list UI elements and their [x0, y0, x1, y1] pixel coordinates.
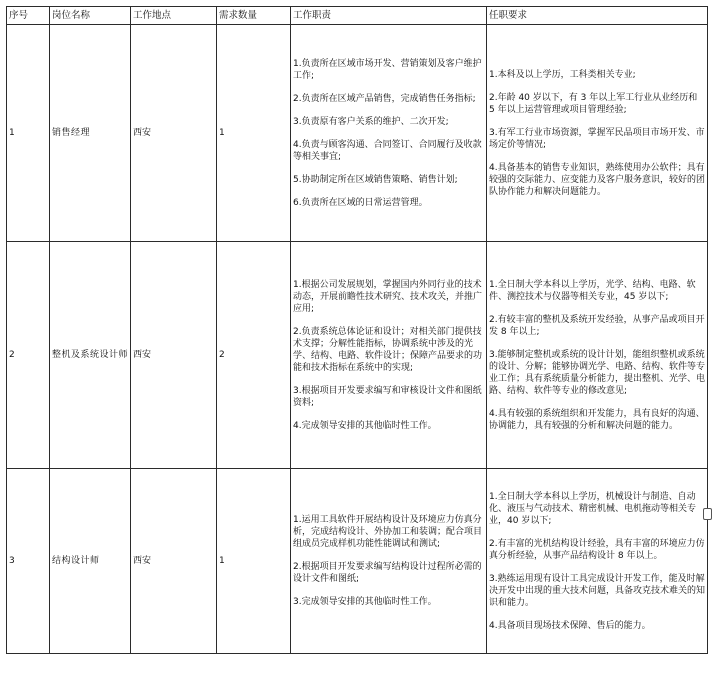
job-requirements	[487, 25, 708, 242]
job-title: 整机及系统设计师	[50, 242, 131, 469]
responsibility-item: 3.负责原有客户关系的维护、二次开发;	[293, 116, 449, 127]
requirement-item: 1.本科及以上学历，工科类相关专业;	[489, 69, 636, 80]
job-responsibilities	[291, 469, 487, 654]
table-header-row	[7, 7, 708, 25]
job-location: 西安	[131, 469, 217, 654]
requirement-item: 3.能够制定整机或系统的设计计划，能组织整机或系统的设计、分解；能够协调光学、电路、结构、软件等专业工作；具有系统质量分析能力，提出整机、光学、电路、结构、软件等专业的修改意见;	[489, 349, 706, 396]
header-no: 序号	[7, 7, 50, 25]
header-title: 岗位名称	[50, 7, 131, 25]
requirement-item: 4.具备基本的销售专业知识，熟练使用办公软件；具有较强的交际能力、应变能力及客户服务意识，较好的团队协作能力和解决问题能力。	[489, 162, 706, 197]
requirement-item: 2.有丰富的光机结构设计经验，具有丰富的环境应力仿真分析经验，从事产品结构设计 8 年以上。	[489, 538, 705, 561]
job-location: 西安	[131, 242, 217, 469]
job-table	[6, 6, 708, 654]
table-row	[7, 242, 708, 469]
row-number: 1	[7, 25, 50, 242]
header-requirements: 任职要求	[487, 7, 708, 25]
job-count: 1	[217, 25, 291, 242]
responsibility-item: 1.负责所在区域市场开发、营销策划及客户维护工作;	[293, 58, 482, 81]
responsibility-item: 2.负责系统总体论证和设计；对相关部门提供技术支撑；分解性能指标，协调系统中涉及的光学、结构、电路、软件设计；保障产品要求的功能和技术指标在系统中的实现;	[293, 326, 483, 373]
job-requirements	[487, 469, 708, 654]
job-count: 1	[217, 469, 291, 654]
row-number: 2	[7, 242, 50, 469]
job-location: 西安	[131, 25, 217, 242]
requirement-item: 3.有军工行业市场资源，掌握军民品项目市场开发、市场定价等情况;	[489, 127, 705, 150]
job-responsibilities	[291, 242, 487, 469]
requirement-item: 2.有较丰富的整机及系统开发经验，从事产品或项目开发 8 年以上;	[489, 314, 705, 337]
table-edge-handle[interactable]	[703, 508, 712, 520]
responsibility-item: 1.根据公司发展规划，掌握国内外同行业的技术动态，开展前瞻性技术研究、技术攻关，并推广应用;	[293, 279, 483, 314]
table-row	[7, 469, 708, 654]
responsibility-item: 6.负责所在区域的日常运营管理。	[293, 197, 428, 208]
responsibility-item: 3.完成领导安排的其他临时性工作。	[293, 597, 437, 607]
header-count: 需求数量	[217, 7, 291, 25]
job-responsibilities	[291, 25, 487, 242]
responsibility-item: 2.负责所在区域产品销售，完成销售任务指标;	[293, 93, 476, 104]
responsibility-item: 3.根据项目开发要求编写和审核设计文件和图纸资料;	[293, 385, 482, 408]
requirement-item: 4.具有较强的系统组织和开发能力，具有良好的沟通、协调能力，具有较强的分析和解决问题的能力。	[489, 408, 705, 431]
responsibility-item: 5.协助制定所在区域销售策略、销售计划;	[293, 174, 458, 185]
responsibility-item: 2.根据项目开发要求编写结构设计过程所必需的设计文件和图纸;	[293, 562, 482, 584]
job-requirements	[487, 242, 708, 469]
job-count: 2	[217, 242, 291, 469]
requirement-item: 2.年龄 40 岁以下，有 3 年以上军工行业从业经历和 5 年以上运营管理或项目管理经验;	[489, 92, 698, 115]
requirement-item: 3.熟练运用现有设计工具完成设计开发工作，能及时解决开发中出现的重大技术问题，具备攻克技术难关的知识和能力。	[489, 573, 706, 608]
responsibility-item: 4.完成领导安排的其他临时性工作。	[293, 420, 437, 431]
job-title: 结构设计师	[50, 469, 131, 654]
responsibility-item: 1.运用工具软件开展结构设计及环境应力仿真分析，完成结构设计、外协加工和装调；配合项目组成员完成样机功能性能调试和测试;	[293, 515, 483, 549]
header-responsibilities: 工作职责	[291, 7, 487, 25]
table-row	[7, 25, 708, 242]
requirement-item: 1.全日制大学本科以上学历，机械设计与制造、自动化、液压与气动技术、精密机械、电机拖动等相关专业，40 岁以下;	[489, 491, 697, 526]
requirement-item: 1.全日制大学本科以上学历，光学、结构、电路、软件、测控技术与仪器等相关专业，45 岁以下;	[489, 279, 696, 302]
requirement-item: 4.具备项目现场技术保障、售后的能力。	[489, 620, 651, 631]
header-location: 工作地点	[131, 7, 217, 25]
responsibility-item: 4.负责与顾客沟通、合同签订、合同履行及收款等相关事宜;	[293, 139, 482, 162]
row-number: 3	[7, 469, 50, 654]
job-title: 销售经理	[50, 25, 131, 242]
